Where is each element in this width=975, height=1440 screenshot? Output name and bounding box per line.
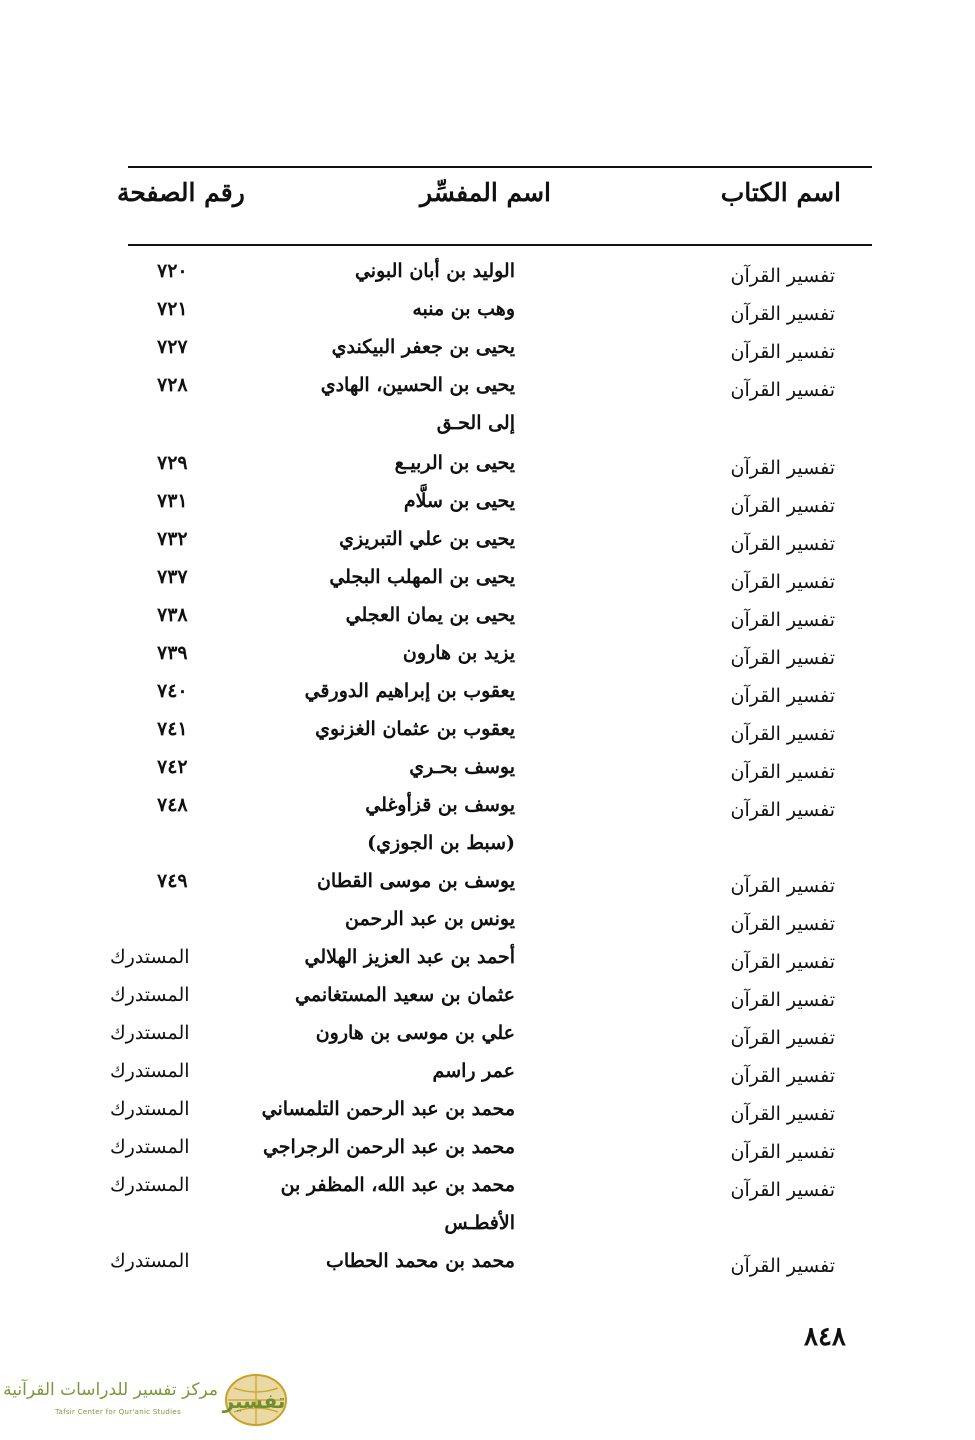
book-title-cell: تفسير القرآن xyxy=(730,647,835,669)
logo-emblem-text: تفسير xyxy=(222,1389,286,1413)
table-row xyxy=(0,562,975,600)
page-number-cell: ٧٤٢ xyxy=(157,756,188,778)
page-number-cell: المستدرك xyxy=(110,1022,190,1044)
book-title-cell: تفسير القرآن xyxy=(730,457,835,479)
author-name-cell: عثمان بن سعيد المستغانمي xyxy=(295,984,515,1006)
globe-logo-icon xyxy=(214,1372,290,1428)
page-number-cell: ٧٢٠ xyxy=(157,260,188,282)
table-row xyxy=(0,448,975,486)
author-name-cell: يوسف بحـري xyxy=(409,756,515,778)
author-name-cell: علي بن موسى بن هارون xyxy=(315,1022,515,1044)
book-title-cell: تفسير القرآن xyxy=(730,761,835,783)
page-number-cell: ٧٤٨ xyxy=(157,794,188,816)
author-name-cell: محمد بن محمد الحطاب xyxy=(326,1250,515,1272)
page-number-cell: ٧٢٧ xyxy=(157,336,188,358)
book-title-cell: تفسير القرآن xyxy=(730,379,835,401)
page-number-cell: المستدرك xyxy=(110,1250,190,1272)
page-number-cell: ٧٢٩ xyxy=(157,452,188,474)
logo-subtitle: Tafsir Center for Qur'anic Studies xyxy=(55,1408,181,1416)
author-name-cell: يوسف بن قزأوغلي xyxy=(365,794,515,816)
author-name-cell: (سبط بن الجوزي) xyxy=(367,832,515,854)
tafsir-center-logo xyxy=(3,1372,290,1430)
book-title-cell: تفسير القرآن xyxy=(730,875,835,897)
header-book-title: اسم الكتاب xyxy=(720,178,841,207)
author-name-cell: الوليد بن أبان البوني xyxy=(354,260,515,282)
book-title-cell: تفسير القرآن xyxy=(730,533,835,555)
author-name-cell: يحيى بن الربيـع xyxy=(394,452,515,474)
author-name-cell: يعقوب بن عثمان الغزنوي xyxy=(315,718,515,740)
author-name-cell: وهب بن منبه xyxy=(412,298,515,320)
book-title-cell: تفسير القرآن xyxy=(730,1179,835,1201)
book-title-cell: تفسير القرآن xyxy=(730,989,835,1011)
author-name-cell: يعقوب بن إبراهيم الدورقي xyxy=(304,680,515,702)
author-name-cell: يوسف بن موسى القطان xyxy=(316,870,515,892)
page-number-cell: المستدرك xyxy=(110,1060,190,1082)
page-number-cell: ٧٣٨ xyxy=(157,604,188,626)
table-row xyxy=(0,294,975,332)
page-number-cell: المستدرك xyxy=(110,946,190,968)
page-number-cell: ٧٣٢ xyxy=(157,528,188,550)
book-title-cell: تفسير القرآن xyxy=(730,1103,835,1125)
author-name-cell: أحمد بن عبد العزيز الهلالي xyxy=(304,946,515,968)
book-title-cell: تفسير القرآن xyxy=(730,265,835,287)
header-bottom-rule xyxy=(128,244,872,246)
table-row xyxy=(0,332,975,370)
author-name-cell: يزيد بن هارون xyxy=(402,642,515,664)
author-name-cell: عمر راسم xyxy=(432,1060,515,1082)
page-number-cell: ٧٢٨ xyxy=(157,374,188,396)
book-title-cell: تفسير القرآن xyxy=(730,723,835,745)
header-author-name: اسم المفسِّر xyxy=(420,178,551,207)
author-name-cell: يحيى بن الحسين، الهادي xyxy=(320,374,515,396)
table-row xyxy=(0,1056,975,1094)
author-name-cell: يحيى بن جعفر البيكندي xyxy=(331,336,515,358)
table-row xyxy=(0,1018,975,1056)
page-number-cell: المستدرك xyxy=(110,984,190,1006)
book-title-cell: تفسير القرآن xyxy=(730,495,835,517)
table-row xyxy=(0,828,975,866)
top-rule xyxy=(128,166,872,168)
author-name-cell: إلى الحـق xyxy=(436,412,515,434)
page-number-cell: المستدرك xyxy=(110,1174,190,1196)
book-title-cell: تفسير القرآن xyxy=(730,1255,835,1277)
table-row xyxy=(0,524,975,562)
page-number-cell: ٧٣٧ xyxy=(157,566,188,588)
book-title-cell: تفسير القرآن xyxy=(730,685,835,707)
author-name-cell: يحيى بن يمان العجلي xyxy=(345,604,515,626)
page-number-cell: ٧٤٠ xyxy=(157,680,188,702)
author-name-cell: محمد بن عبد الرحمن التلمساني xyxy=(261,1098,515,1120)
author-name-cell: محمد بن عبد الرحمن الرجراجي xyxy=(262,1136,515,1158)
book-title-cell: تفسير القرآن xyxy=(730,1027,835,1049)
book-title-cell: تفسير القرآن xyxy=(730,913,835,935)
table-row xyxy=(0,1170,975,1208)
table-row xyxy=(0,980,975,1018)
page-number-cell: ٧٣٩ xyxy=(157,642,188,664)
table-row xyxy=(0,408,975,446)
table-row xyxy=(0,866,975,904)
table-row xyxy=(0,790,975,828)
book-title-cell: تفسير القرآن xyxy=(730,951,835,973)
table-row xyxy=(0,600,975,638)
author-name-cell: يونس بن عبد الرحمن xyxy=(345,908,515,930)
header-page-number: رقم الصفحة xyxy=(117,178,245,207)
page-number-cell: ٧٤٩ xyxy=(157,870,188,892)
book-title-cell: تفسير القرآن xyxy=(730,303,835,325)
table-row xyxy=(0,256,975,294)
author-name-cell: محمد بن عبد الله، المظفر بن xyxy=(280,1174,515,1196)
page-number: ٨٤٨ xyxy=(804,1322,846,1352)
book-title-cell: تفسير القرآن xyxy=(730,799,835,821)
table-row xyxy=(0,1132,975,1170)
book-title-cell: تفسير القرآن xyxy=(730,1065,835,1087)
table-row xyxy=(0,1246,975,1284)
table-row xyxy=(0,370,975,408)
author-name-cell: الأفطـس xyxy=(444,1212,515,1234)
table-row xyxy=(0,486,975,524)
table-row xyxy=(0,1208,975,1246)
author-name-cell: يحيى بن علي التبريزي xyxy=(339,528,515,550)
page-number-cell: المستدرك xyxy=(110,1098,190,1120)
book-title-cell: تفسير القرآن xyxy=(730,609,835,631)
author-name-cell: يحيى بن سلَّام xyxy=(403,490,515,512)
book-title-cell: تفسير القرآن xyxy=(730,1141,835,1163)
book-title-cell: تفسير القرآن xyxy=(730,341,835,363)
table-row xyxy=(0,904,975,942)
table-row xyxy=(0,714,975,752)
author-name-cell: يحيى بن المهلب البجلي xyxy=(329,566,515,588)
table-row xyxy=(0,676,975,714)
logo-title: مركز تفسير للدراسات القرآنية xyxy=(3,1380,218,1400)
table-row xyxy=(0,942,975,980)
book-title-cell: تفسير القرآن xyxy=(730,571,835,593)
page-number-cell: ٧٤١ xyxy=(157,718,188,740)
table-row xyxy=(0,638,975,676)
table-row xyxy=(0,752,975,790)
page-number-cell: ٧٣١ xyxy=(157,490,188,512)
page-number-cell: المستدرك xyxy=(110,1136,190,1158)
page-number-cell: ٧٢١ xyxy=(157,298,188,320)
table-row xyxy=(0,1094,975,1132)
